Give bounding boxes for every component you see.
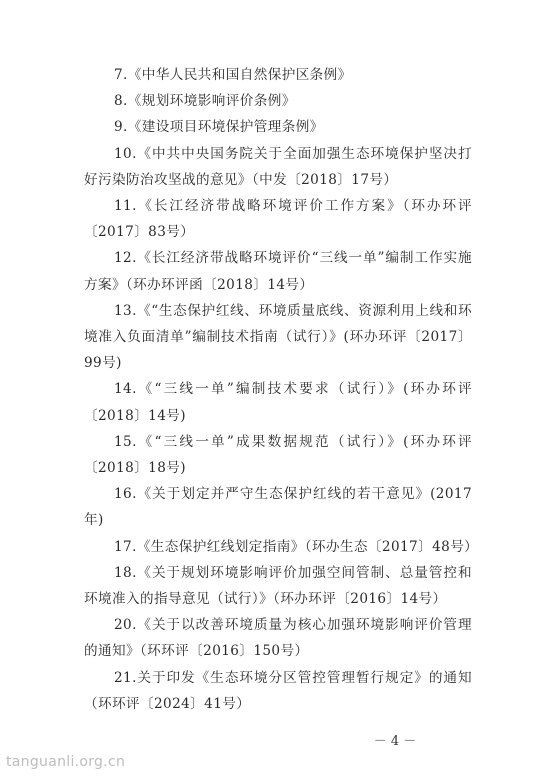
list-item: 13.《“生态保护红线、环境质量底线、资源利用上线和环境准入负面清单”编制技术指南（试行）》(环办环评〔2017〕99号)	[84, 302, 472, 372]
list-item: 8.《规划环境影响评价条例》	[114, 93, 296, 110]
list-item: 20.《关于以改善环境质量为核心加强环境影响评价管理的通知》（环环评〔2016〕150号）	[84, 617, 472, 660]
list-item: 9.《建设项目环境保护管理条例》	[114, 119, 324, 136]
list-item: 11.《长江经济带战略环境评价工作方案》（环办环评〔2017〕83号）	[84, 198, 472, 241]
list-item: 17.《生态保护红线划定指南》（环办生态〔2017〕48号）	[114, 538, 479, 555]
watermark: tanguanli.org.cn	[6, 754, 126, 770]
list-item: 10.《中共中央国务院关于全面加强生态环境保护坚决打好污染防治攻坚战的意见》（中发〔2018〕17号）	[84, 145, 472, 188]
list-item: 18.《关于规划环境影响评价加强空间管制、总量管控和环境准入的指导意见（试行）》（环办环评〔2016〕14号）	[84, 564, 472, 608]
regulation-list	[84, 62, 479, 717]
list-item: 16.《关于划定并严守生态保护红线的若干意见》(2017年)	[84, 486, 472, 529]
list-item: 15.《“三线一单”成果数据规范（试行）》(环办环评〔2018〕18号)	[84, 433, 472, 477]
list-item: 7.《中华人民共和国自然保护区条例》	[114, 67, 352, 83]
list-item: 14.《“三线一单”编制技术要求（试行）》(环办环评〔2018〕14号)	[84, 381, 472, 424]
list-item: 21.关于印发《生态环境分区管控管理暂行规定》的通知（环环评〔2024〕41号）	[84, 669, 472, 712]
list-item: 12.《长江经济带战略环境评价“三线一单”编制工作实施方案》（环办环评函〔2018〕14号）	[84, 250, 472, 293]
page-number: － 4 －	[373, 734, 417, 749]
